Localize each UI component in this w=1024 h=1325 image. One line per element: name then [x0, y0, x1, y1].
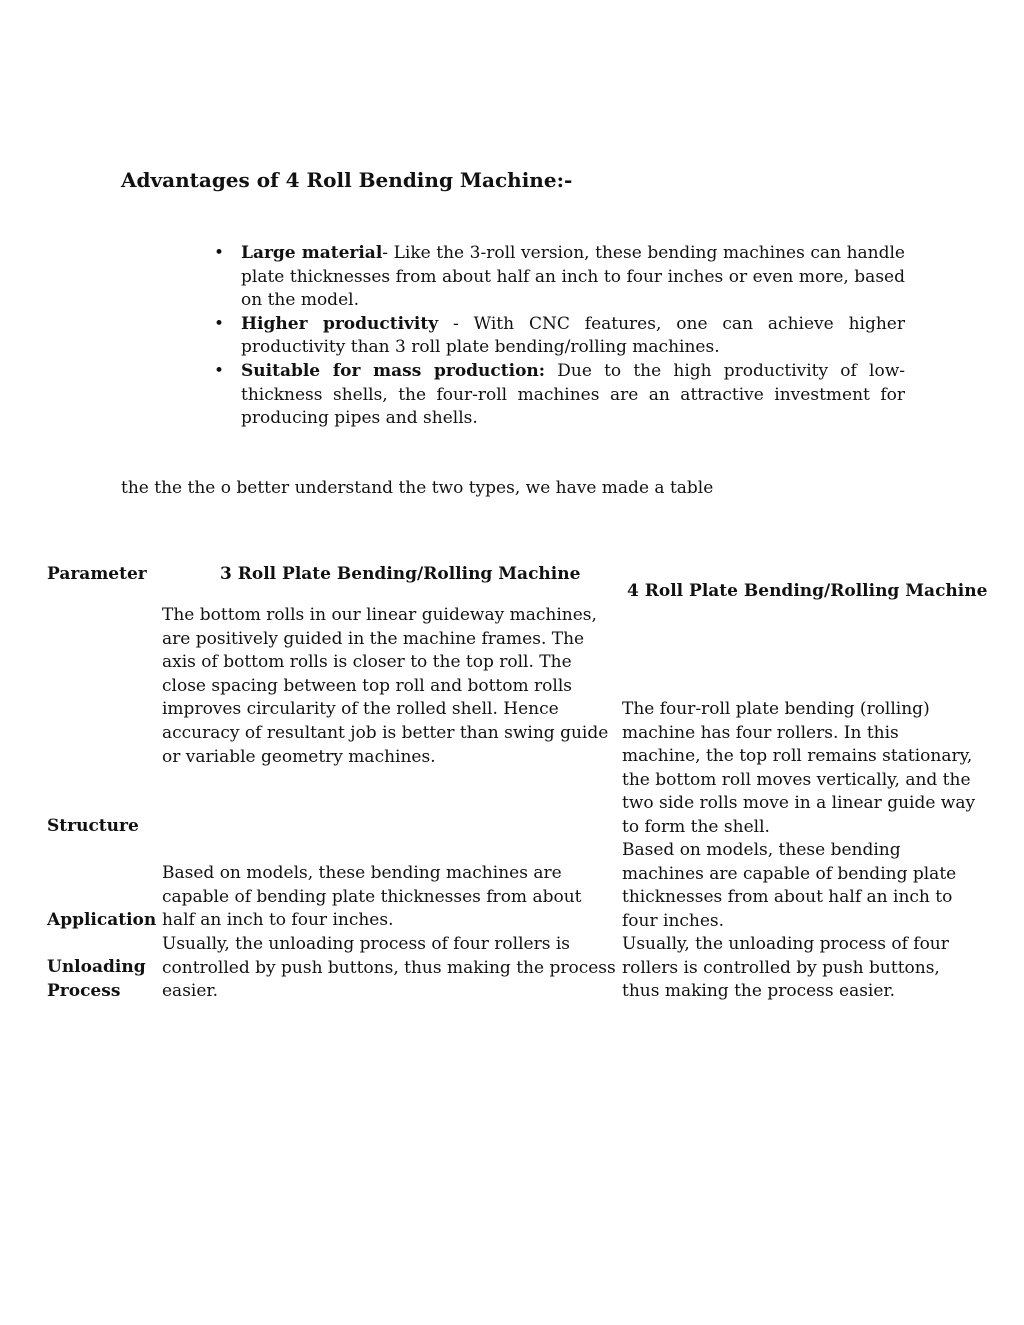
- section-heading: Advantages of 4 Roll Bending Machine:-: [121, 168, 573, 192]
- intro-paragraph: the the the o better understand the two types, we have made a table: [121, 478, 714, 498]
- structure-three-roll: The bottom rolls in our linear guideway machines, are positively guided in the machine frames. The axis of bottom rolls is closer to the top roll. The close spacing between top roll and bottom rolls improves circularity of the rolled shell. Hence accuracy of resultant job is better than swing guide or variable geometry machines.: [162, 605, 609, 767]
- advantage-title: Large material: [241, 243, 383, 263]
- advantage-text: - Like the 3-roll version, these bending machines can handle plate thicknesses from about half an inch to four inches or even more, based on the model.: [241, 243, 905, 311]
- advantage-text: - With CNC features, one can achieve higher productivity than 3 roll plate bending/rolling machines.: [241, 313, 905, 358]
- list-item: [214, 360, 905, 431]
- bullet-icon: •: [214, 243, 225, 263]
- structure-four-roll: The four-roll plate bending (rolling) machine has four rollers. In this machine, the top roll remains stationary, the bottom roll moves vertically, and the two side rolls move in a linear guide way to form the shell.: [622, 699, 976, 837]
- header-four-roll: 4 Roll Plate Bending/Rolling Machine: [627, 581, 988, 601]
- list-item: [214, 313, 905, 360]
- unloading-four-roll: Usually, the unloading process of four rollers is controlled by push buttons, thus making the process easier.: [622, 934, 949, 1002]
- parameter-structure: Structure: [47, 816, 139, 836]
- header-three-roll: 3 Roll Plate Bending/Rolling Machine: [220, 564, 581, 584]
- advantage-title: Higher productivity: [241, 313, 439, 334]
- application-four-roll: Based on models, these bending machines are capable of bending plate thicknesses from about half an inch to four inches.: [622, 840, 957, 931]
- advantage-text: Due to the high productivity of low-thickness shells, the four-roll machines are an attractive investment for producing pipes and shells.: [241, 360, 905, 429]
- parameter-unloading-process: Unloading Process: [47, 957, 146, 1001]
- list-item: [214, 242, 905, 313]
- bullet-icon: •: [214, 360, 225, 381]
- header-parameter: Parameter: [47, 564, 147, 584]
- application-three-roll: Based on models, these bending machines are capable of bending plate thicknesses from about half an inch to four inches.: [162, 863, 582, 931]
- unloading-three-roll: Usually, the unloading process of four rollers is controlled by push buttons, thus making the process easier.: [162, 934, 616, 1002]
- advantages-list: [214, 242, 905, 431]
- advantage-title: Suitable for mass production:: [241, 360, 546, 381]
- bullet-icon: •: [214, 313, 225, 334]
- parameter-application: Application: [47, 910, 157, 930]
